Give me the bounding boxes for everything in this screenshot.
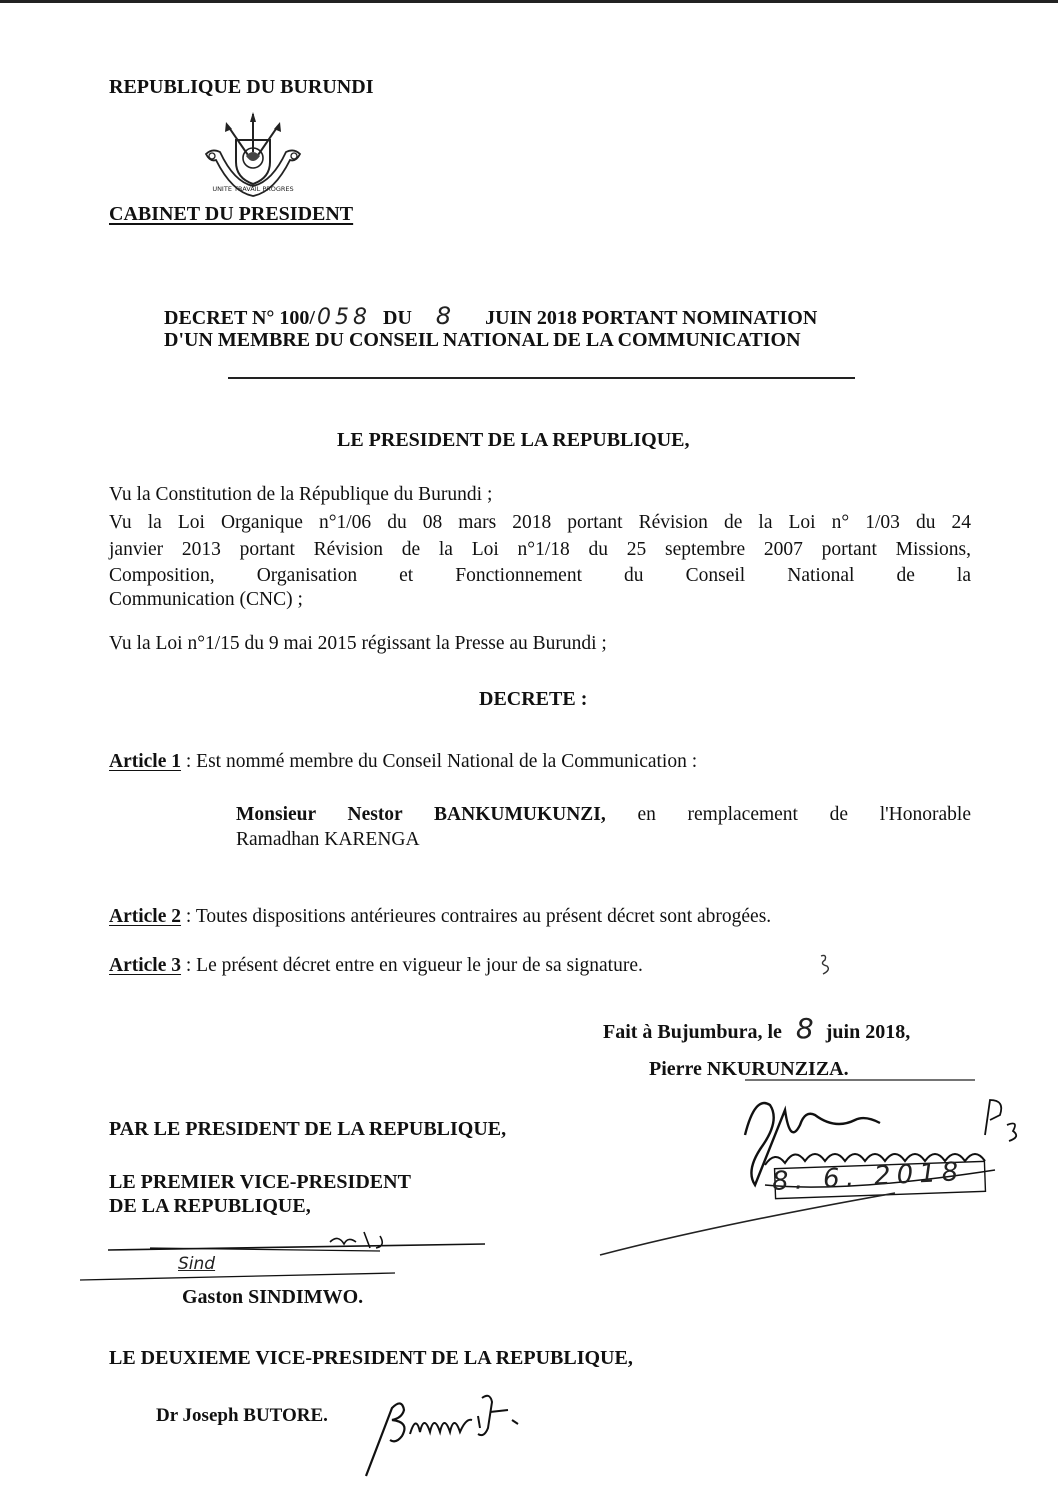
article-3 [109, 955, 643, 977]
president-signature-date: 8. 6. 2018 [771, 1156, 965, 1198]
vp1-name: Gaston SINDIMWO. [182, 1286, 364, 1308]
article-1-text: : Est nommé membre du Conseil National de la Communication : [181, 751, 698, 772]
consideration-loi-presse: Vu la Loi n°1/15 du 9 mai 2015 régissant la Presse au Burundi ; [109, 633, 607, 654]
top-border [0, 0, 1058, 3]
decree-title-prefix: DECRET N° 100/ [164, 307, 315, 329]
president-heading: LE PRESIDENT DE LA REPUBLIQUE, [337, 429, 690, 451]
article-1-nominee-rest: en remplacement de l'Honorable [605, 804, 971, 825]
cabinet-heading: CABINET DU PRESIDENT [109, 203, 354, 225]
fait-suffix: juin 2018, [825, 1021, 911, 1043]
vp1-signature [80, 1218, 500, 1290]
emblem-motto: UNITE TRAVAIL PROGRES [212, 185, 294, 193]
vp1-mark-handwritten: Sind [178, 1254, 216, 1274]
consideration-loi-organique-l2: janvier 2013 portant Révision de la Loi n°1/18 du 25 septembre 2007 portant Missions, [109, 539, 971, 560]
par-le-president: PAR LE PRESIDENT DE LA REPUBLIQUE, [109, 1118, 507, 1140]
decree-title-line2: D'UN MEMBRE DU CONSEIL NATIONAL DE LA COMMUNICATION [164, 329, 801, 351]
vp2-name: Dr Joseph BUTORE. [156, 1405, 328, 1426]
fait-a-line [603, 1012, 910, 1045]
fait-day-handwritten: 8 [795, 1012, 814, 1045]
decree-number-handwritten: 058 [317, 305, 371, 330]
consideration-loi-organique-l1: Vu la Loi Organique n°1/06 du 08 mars 2018 portant Révision de la Loi n° 1/03 du 24 [109, 512, 971, 533]
title-divider [228, 377, 855, 379]
decree-title-line1 [164, 302, 817, 330]
article-1-nominee [236, 801, 971, 828]
vp2-title: LE DEUXIEME VICE-PRESIDENT DE LA REPUBLIQUE, [109, 1347, 633, 1369]
decree-day-handwritten: 8 [435, 302, 452, 330]
article-3-text: : Le présent décret entre en vigueur le jour de sa signature. [181, 955, 643, 976]
republic-heading: REPUBLIQUE DU BURUNDI [109, 76, 374, 98]
small-handwritten-mark [815, 952, 835, 978]
consideration-loi-organique-l4: Communication (CNC) ; [109, 589, 303, 610]
vp1-title-line1: LE PREMIER VICE-PRESIDENT [109, 1171, 411, 1193]
article-2-label: Article 2 [109, 906, 182, 927]
fait-prefix: Fait à Bujumbura, le [603, 1021, 782, 1043]
vp2-signature [362, 1388, 542, 1480]
consideration-constitution: Vu la Constitution de la République du Burundi ; [109, 484, 493, 505]
article-3-label: Article 3 [109, 955, 182, 976]
decree-title-du: DU [383, 307, 412, 329]
consideration-loi-organique-l3: Composition, Organisation et Fonctionnement du Conseil National de la [109, 565, 971, 586]
vp1-title-line2: DE LA REPUBLIQUE, [109, 1195, 311, 1217]
decrete-heading: DECRETE : [479, 688, 588, 710]
decree-title-suffix: JUIN 2018 PORTANT NOMINATION [485, 307, 818, 329]
article-2 [109, 906, 771, 928]
article-2-text: : Toutes dispositions antérieures contraires au présent décret sont abrogées. [181, 906, 772, 927]
coat-of-arms-emblem [198, 112, 308, 200]
article-1-nominee-name: Monsieur Nestor BANKUMUKUNZI, [236, 804, 606, 825]
president-name: Pierre NKURUNZIZA. [649, 1058, 849, 1080]
article-1-nominee-line2: Ramadhan KARENGA [236, 829, 420, 850]
article-1 [109, 751, 697, 773]
article-1-label: Article 1 [109, 751, 182, 772]
